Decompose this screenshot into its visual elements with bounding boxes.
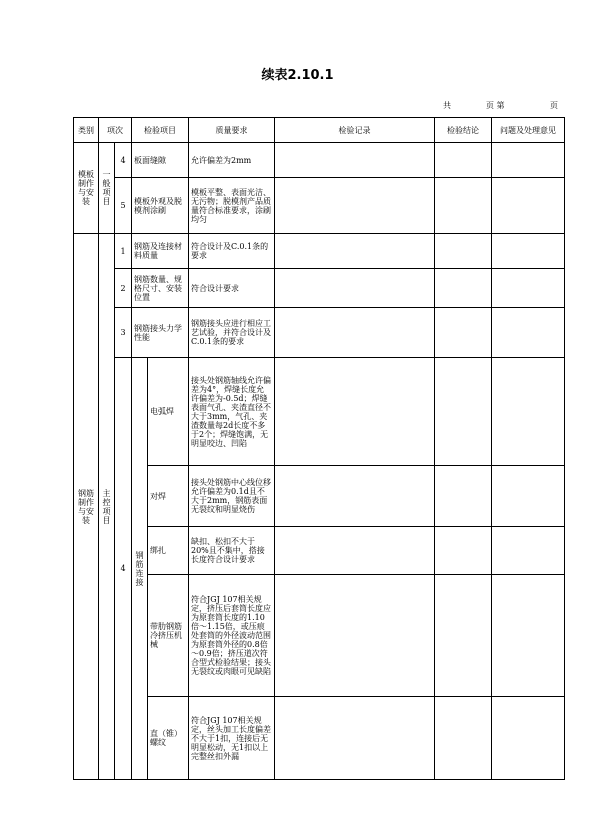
quality-req-cell: 钢筋接头应进行相应工艺试验，并符合设计及C.0.1条的要求 (189, 308, 275, 358)
conclusion-cell[interactable] (435, 178, 492, 234)
sub-item-cell: 电弧焊 (148, 358, 189, 466)
quality-req-cell: 符合设计要求 (189, 269, 275, 308)
issues-cell[interactable] (492, 466, 565, 527)
sub-item-cell: 直（锥）螺纹 (148, 697, 189, 780)
header-quality-req: 质量要求 (189, 118, 275, 143)
page-title: 续表2.10.1 (261, 68, 334, 83)
quality-req-cell: 缺扣、松扣不大于20%且不集中，搭接长度符合设计要求 (189, 527, 275, 575)
page-end-label: 页 (550, 101, 558, 110)
check-item-cell: 模板外观及脱模剂涂刷 (132, 178, 189, 234)
quality-req-cell: 符合JGJ 107相关规定，丝头加工长度偏差不大于1扣，连接后无明显松动，无1扣以上完整丝扣外漏 (189, 697, 275, 780)
conclusion-cell[interactable] (435, 697, 492, 780)
quality-req-cell: 符合JGJ 107相关规定，挤压后套筒长度应为原套筒长度的1.10倍～1.15倍，或压痕处套筒的外径波动范围为原套筒外径的0.8倍～0.9倍；挤压道次符合型式检验结果；接头无裂纹或肉眼可见缺陷 (189, 575, 275, 697)
issues-cell[interactable] (492, 234, 565, 269)
check-item-cell: 板面缝隙 (132, 143, 189, 178)
sub-item-cell: 绑扎 (148, 527, 189, 575)
conclusion-cell[interactable] (435, 575, 492, 697)
item-no-cell: 4 (115, 358, 132, 780)
item-no-cell: 5 (115, 178, 132, 234)
item-no-cell: 2 (115, 269, 132, 308)
record-cell[interactable] (275, 143, 435, 178)
record-cell[interactable] (275, 575, 435, 697)
header-record: 检验记录 (275, 118, 435, 143)
record-cell[interactable] (275, 234, 435, 269)
issues-cell[interactable] (492, 178, 565, 234)
sub-item-cell: 带肋钢筋冷挤压机械 (148, 575, 189, 697)
header-check-item: 检验项目 (132, 118, 189, 143)
issues-cell[interactable] (492, 269, 565, 308)
category-cell: 模板制作与安装 (74, 143, 99, 234)
record-cell[interactable] (275, 697, 435, 780)
issues-cell[interactable] (492, 358, 565, 466)
table-row (74, 234, 565, 269)
item-no-cell: 4 (115, 143, 132, 178)
table-row (74, 358, 565, 466)
sub-item-cell: 对焊 (148, 466, 189, 527)
table-row (74, 308, 565, 358)
quality-req-cell: 模板平整、表面光洁、无污物；脱模剂产品质量符合标准要求，涂刷均匀 (189, 178, 275, 234)
header-conclusion: 检验结论 (435, 118, 492, 143)
table-row (74, 575, 565, 697)
record-cell[interactable] (275, 358, 435, 466)
check-item-cell: 钢筋数量、规格尺寸、安装位置 (132, 269, 189, 308)
header-item-no: 项次 (99, 118, 132, 143)
record-cell[interactable] (275, 466, 435, 527)
page-number-label: 页 第 (486, 101, 505, 110)
connection-label-cell: 钢筋连接 (132, 358, 148, 780)
table-row (74, 178, 565, 234)
record-cell[interactable] (275, 527, 435, 575)
table-header-row (74, 118, 565, 143)
conclusion-cell[interactable] (435, 143, 492, 178)
level-cell: 主控项目 (99, 234, 115, 780)
quality-req-cell: 接头处钢筋中心线位移允许偏差为0.1d且不大于2mm，钢筋表面无裂纹和明显烧伤 (189, 466, 275, 527)
table-row (74, 466, 565, 527)
issues-cell[interactable] (492, 575, 565, 697)
item-no-cell: 3 (115, 308, 132, 358)
quality-req-cell: 符合设计及C.0.1条的要求 (189, 234, 275, 269)
issues-cell[interactable] (492, 527, 565, 575)
quality-req-cell: 允许偏差为2mm (189, 143, 275, 178)
conclusion-cell[interactable] (435, 234, 492, 269)
issues-cell[interactable] (492, 143, 565, 178)
quality-req-cell: 接头处钢筋轴线允许偏差为4°，焊缝长度允许偏差为-0.5d；焊缝表面气孔、夹渣直径不大于3mm，气孔、夹渣数量每2d长度不多于2个；焊缝饱满，无明显咬边、凹陷 (189, 358, 275, 466)
table-row (74, 269, 565, 308)
record-cell[interactable] (275, 269, 435, 308)
inspection-table (73, 117, 565, 780)
conclusion-cell[interactable] (435, 358, 492, 466)
record-cell[interactable] (275, 308, 435, 358)
conclusion-cell[interactable] (435, 269, 492, 308)
level-cell: 一般项目 (99, 143, 115, 234)
issues-cell[interactable] (492, 308, 565, 358)
conclusion-cell[interactable] (435, 527, 492, 575)
item-no-cell: 1 (115, 234, 132, 269)
issues-cell[interactable] (492, 697, 565, 780)
check-item-cell: 钢筋及连接材料质量 (132, 234, 189, 269)
table-row (74, 143, 565, 178)
table-row (74, 697, 565, 780)
header-category: 类别 (74, 118, 99, 143)
table-row (74, 527, 565, 575)
record-cell[interactable] (275, 178, 435, 234)
page-total-label: 共 (443, 101, 451, 110)
conclusion-cell[interactable] (435, 308, 492, 358)
category-cell: 钢筋制作与安装 (74, 234, 99, 780)
check-item-cell: 钢筋接头力学性能 (132, 308, 189, 358)
header-issues: 问题及处理意见 (492, 118, 565, 143)
conclusion-cell[interactable] (435, 466, 492, 527)
